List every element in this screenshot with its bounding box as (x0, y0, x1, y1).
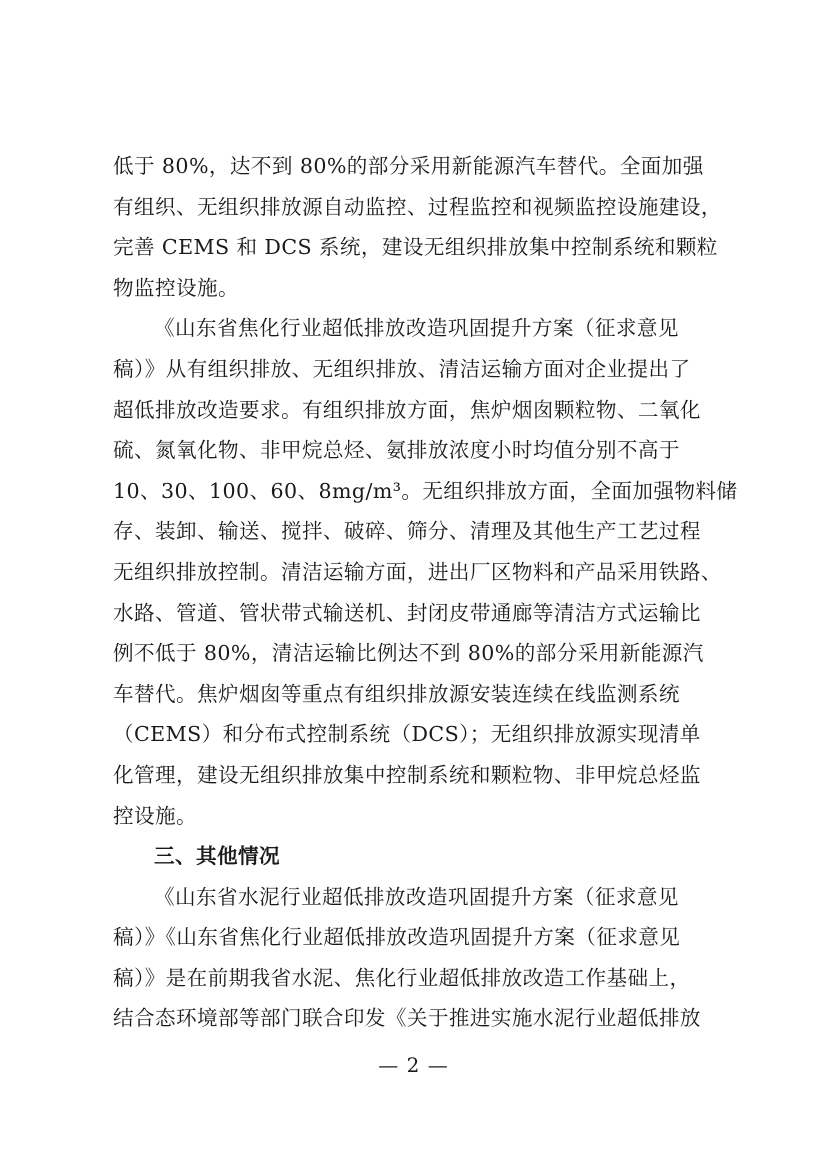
text-line: 稿）》是在前期我省水泥、焦化行业超低排放改造工作基础上， (113, 965, 691, 990)
text-line: 10、30、100、60、8mg/m³。无组织排放方面，全面加强物料储 (113, 478, 738, 503)
text-line: 稿）》从有组织排放、无组织排放、清洁运输方面对企业提出了 (113, 356, 691, 381)
text-line: 《山东省水泥行业超低排放改造巩固提升方案（征求意见 (154, 884, 679, 909)
document-body (113, 146, 738, 1039)
text-line: 硫、氮氧化物、非甲烷总烃、氨排放浓度小时均值分别不高于 (113, 438, 680, 463)
text-line: 化管理，建设无组织排放集中控制系统和颗粒物、非甲烷总烃监 (113, 762, 701, 787)
text-line: 结合态环境部等部门联合印发《关于推进实施水泥行业超低排放 (113, 1006, 701, 1031)
paragraph-coking-plan (113, 308, 738, 836)
text-line: 有组织、无组织排放源自动监控、过程监控和视频监控设施建设， (113, 194, 722, 219)
page-number: — 2 — (378, 1053, 449, 1077)
text-line: 超低排放改造要求。有组织排放方面，焦炉烟囱颗粒物、二氧化 (113, 397, 701, 422)
text-line: 水路、管道、管状带式输送机、封闭皮带通廊等清洁方式运输比 (113, 600, 701, 625)
text-line: 完善 CEMS 和 DCS 系统，建设无组织排放集中控制系统和颗粒 (113, 235, 718, 260)
text-line: 稿）》《山东省焦化行业超低排放改造巩固提升方案（征求意见 (113, 925, 681, 950)
text-line: 物监控设施。 (113, 275, 239, 300)
text-line: 车替代。焦炉烟囱等重点有组织排放源安装连续在线监测系统 (113, 681, 680, 706)
text-line: 例不低于 80%，清洁运输比例达不到 80%的部分采用新能源汽 (113, 641, 704, 666)
section-heading: 三、其他情况 (154, 844, 280, 869)
text-line: 低于 80%，达不到 80%的部分采用新能源汽车替代。全面加强 (113, 154, 704, 178)
paragraph-other-info (113, 877, 727, 1039)
paragraph-continuation (113, 146, 727, 308)
text-line: 无组织排放控制。清洁运输方面，进出厂区物料和产品采用铁路、 (113, 559, 722, 584)
text-line: 《山东省焦化行业超低排放改造巩固提升方案（征求意见 (154, 316, 679, 341)
text-line: （CEMS）和分布式控制系统（DCS）；无组织排放源实现清单 (113, 722, 701, 747)
text-line: 存、装卸、输送、搅拌、破碎、筛分、清理及其他生产工艺过程 (113, 519, 701, 544)
text-line: 控设施。 (113, 803, 197, 828)
